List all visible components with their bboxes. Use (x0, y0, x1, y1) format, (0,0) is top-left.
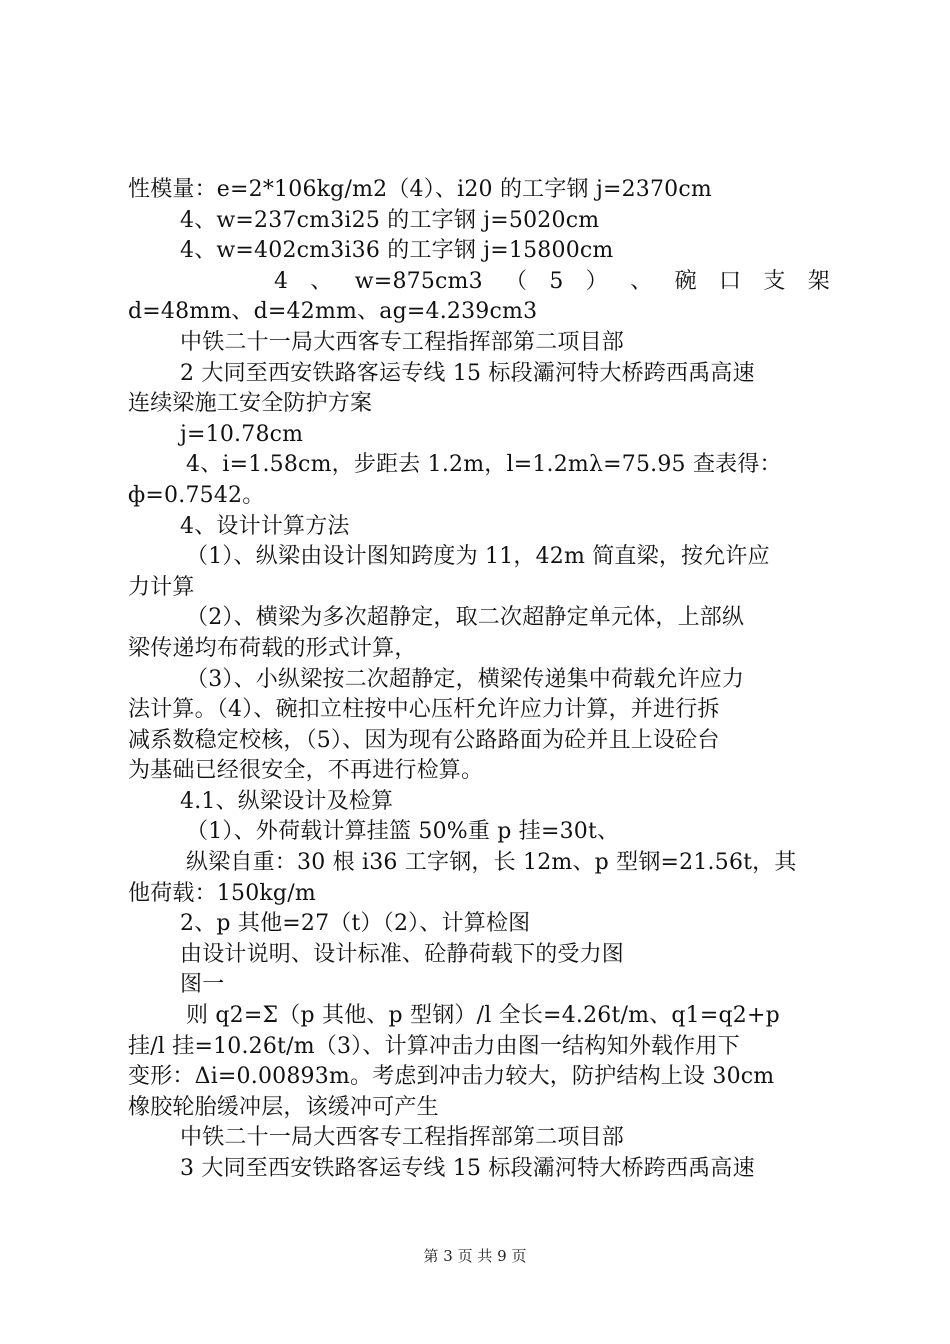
text-fragment: 支 (763, 268, 786, 294)
text-line: （3）、小纵梁按二次超静定，横梁传递集中荷载允许应力 (186, 666, 745, 692)
text-line: 力计算 (128, 574, 195, 600)
text-line: d=48mm、d=42mm、ag=4.239cm3 (128, 299, 538, 325)
text-fragment: 、 (630, 268, 653, 294)
text-fragment: w=875cm3 (354, 268, 483, 294)
text-line: ф=0.7542。 (128, 482, 265, 508)
text-fragment: 5 (549, 268, 564, 294)
text-line: 他荷载：150kg/m (128, 880, 316, 906)
figure-caption: 图一 (180, 972, 225, 998)
text-line: 减系数稳定校核，（5）、因为现有公路路面为砼并且上设砼台 (128, 727, 720, 753)
text-line: 4、w=237cm3i25 的工字钢 j=5020cm (180, 207, 600, 233)
text-line: 纵梁自重：30 根 i36 工字钢，长 12m、p 型钢=21.56t，其 (186, 850, 797, 876)
text-fragment: ） (585, 268, 608, 294)
text-line: 性模量：e=2*106kg/m2（4）、i20 的工字钢 j=2370cm (128, 177, 712, 202)
header-note: 中铁二十一局大西客专工程指挥部第二项目部 (180, 329, 625, 355)
text-line: 则 q2=Σ（p 其他、p 型钢）/l 全长=4.26t/m、q1=q2+p (186, 1003, 780, 1029)
text-line: 挂/l 挂=10.26t/m（3）、计算冲击力由图一结构知外载作用下 (128, 1033, 740, 1059)
text-line: 连续梁施工安全防护方案 (128, 391, 373, 417)
text-fragment: 口 (718, 268, 742, 294)
text-line: （1）、纵梁由设计图知跨度为 11，42m 简直梁，按允许应 (186, 544, 770, 570)
header-note: 中铁二十一局大西客专工程指挥部第二项目部 (180, 1125, 625, 1151)
text-fragment: 4 (274, 268, 289, 294)
text-line: 4、i=1.58cm，步距去 1.2m，l=1.2mλ=75.95 查表得： (186, 452, 782, 478)
text-line: 梁传递均布荷载的形式计算， (128, 635, 417, 661)
text-line: 变形：Δi=0.00893m。考虑到冲击力较大，防护结构上设 30cm (128, 1064, 775, 1090)
text-line: 2 大同至西安铁路客运专线 15 标段灞河特大桥跨西禹高速 (180, 360, 755, 386)
text-fragment: 、 (310, 268, 333, 294)
text-fragment: 碗 (674, 268, 697, 294)
text-line: 4、w=402cm3i36 的工字钢 j=15800cm (180, 238, 614, 264)
document-body (128, 175, 832, 1185)
text-line-spread (128, 267, 832, 298)
text-fragment: 架 (807, 268, 830, 294)
text-line: j=10.78cm (180, 421, 304, 447)
section-heading: 4、设计计算方法 (180, 513, 350, 539)
text-line: 3 大同至西安铁路客运专线 15 标段灞河特大桥跨西禹高速 (180, 1156, 755, 1181)
text-line: 法计算。（4）、碗扣立柱按中心压杆允许应力计算，并进行拆 (128, 697, 720, 723)
text-line: 为基础已经很安全，不再进行检算。 (128, 758, 484, 784)
section-heading: 4.1、纵梁设计及检算 (180, 788, 394, 814)
text-line: 2、p 其他=27（t）（2）、计算检图 (180, 911, 531, 937)
text-fragment: （ (505, 268, 528, 294)
text-line: （2）、横梁为多次超静定，取二次超静定单元体，上部纵 (186, 605, 745, 631)
page-footer: 第 3 页 共 9 页 (423, 1247, 527, 1265)
text-line: 由设计说明、设计标准、砼静荷载下的受力图 (180, 941, 625, 967)
text-line: 橡胶轮胎缓冲层，该缓冲可产生 (128, 1094, 439, 1120)
text-line: （1）、外荷载计算挂篮 50%重 p 挂=30t、 (186, 819, 620, 845)
